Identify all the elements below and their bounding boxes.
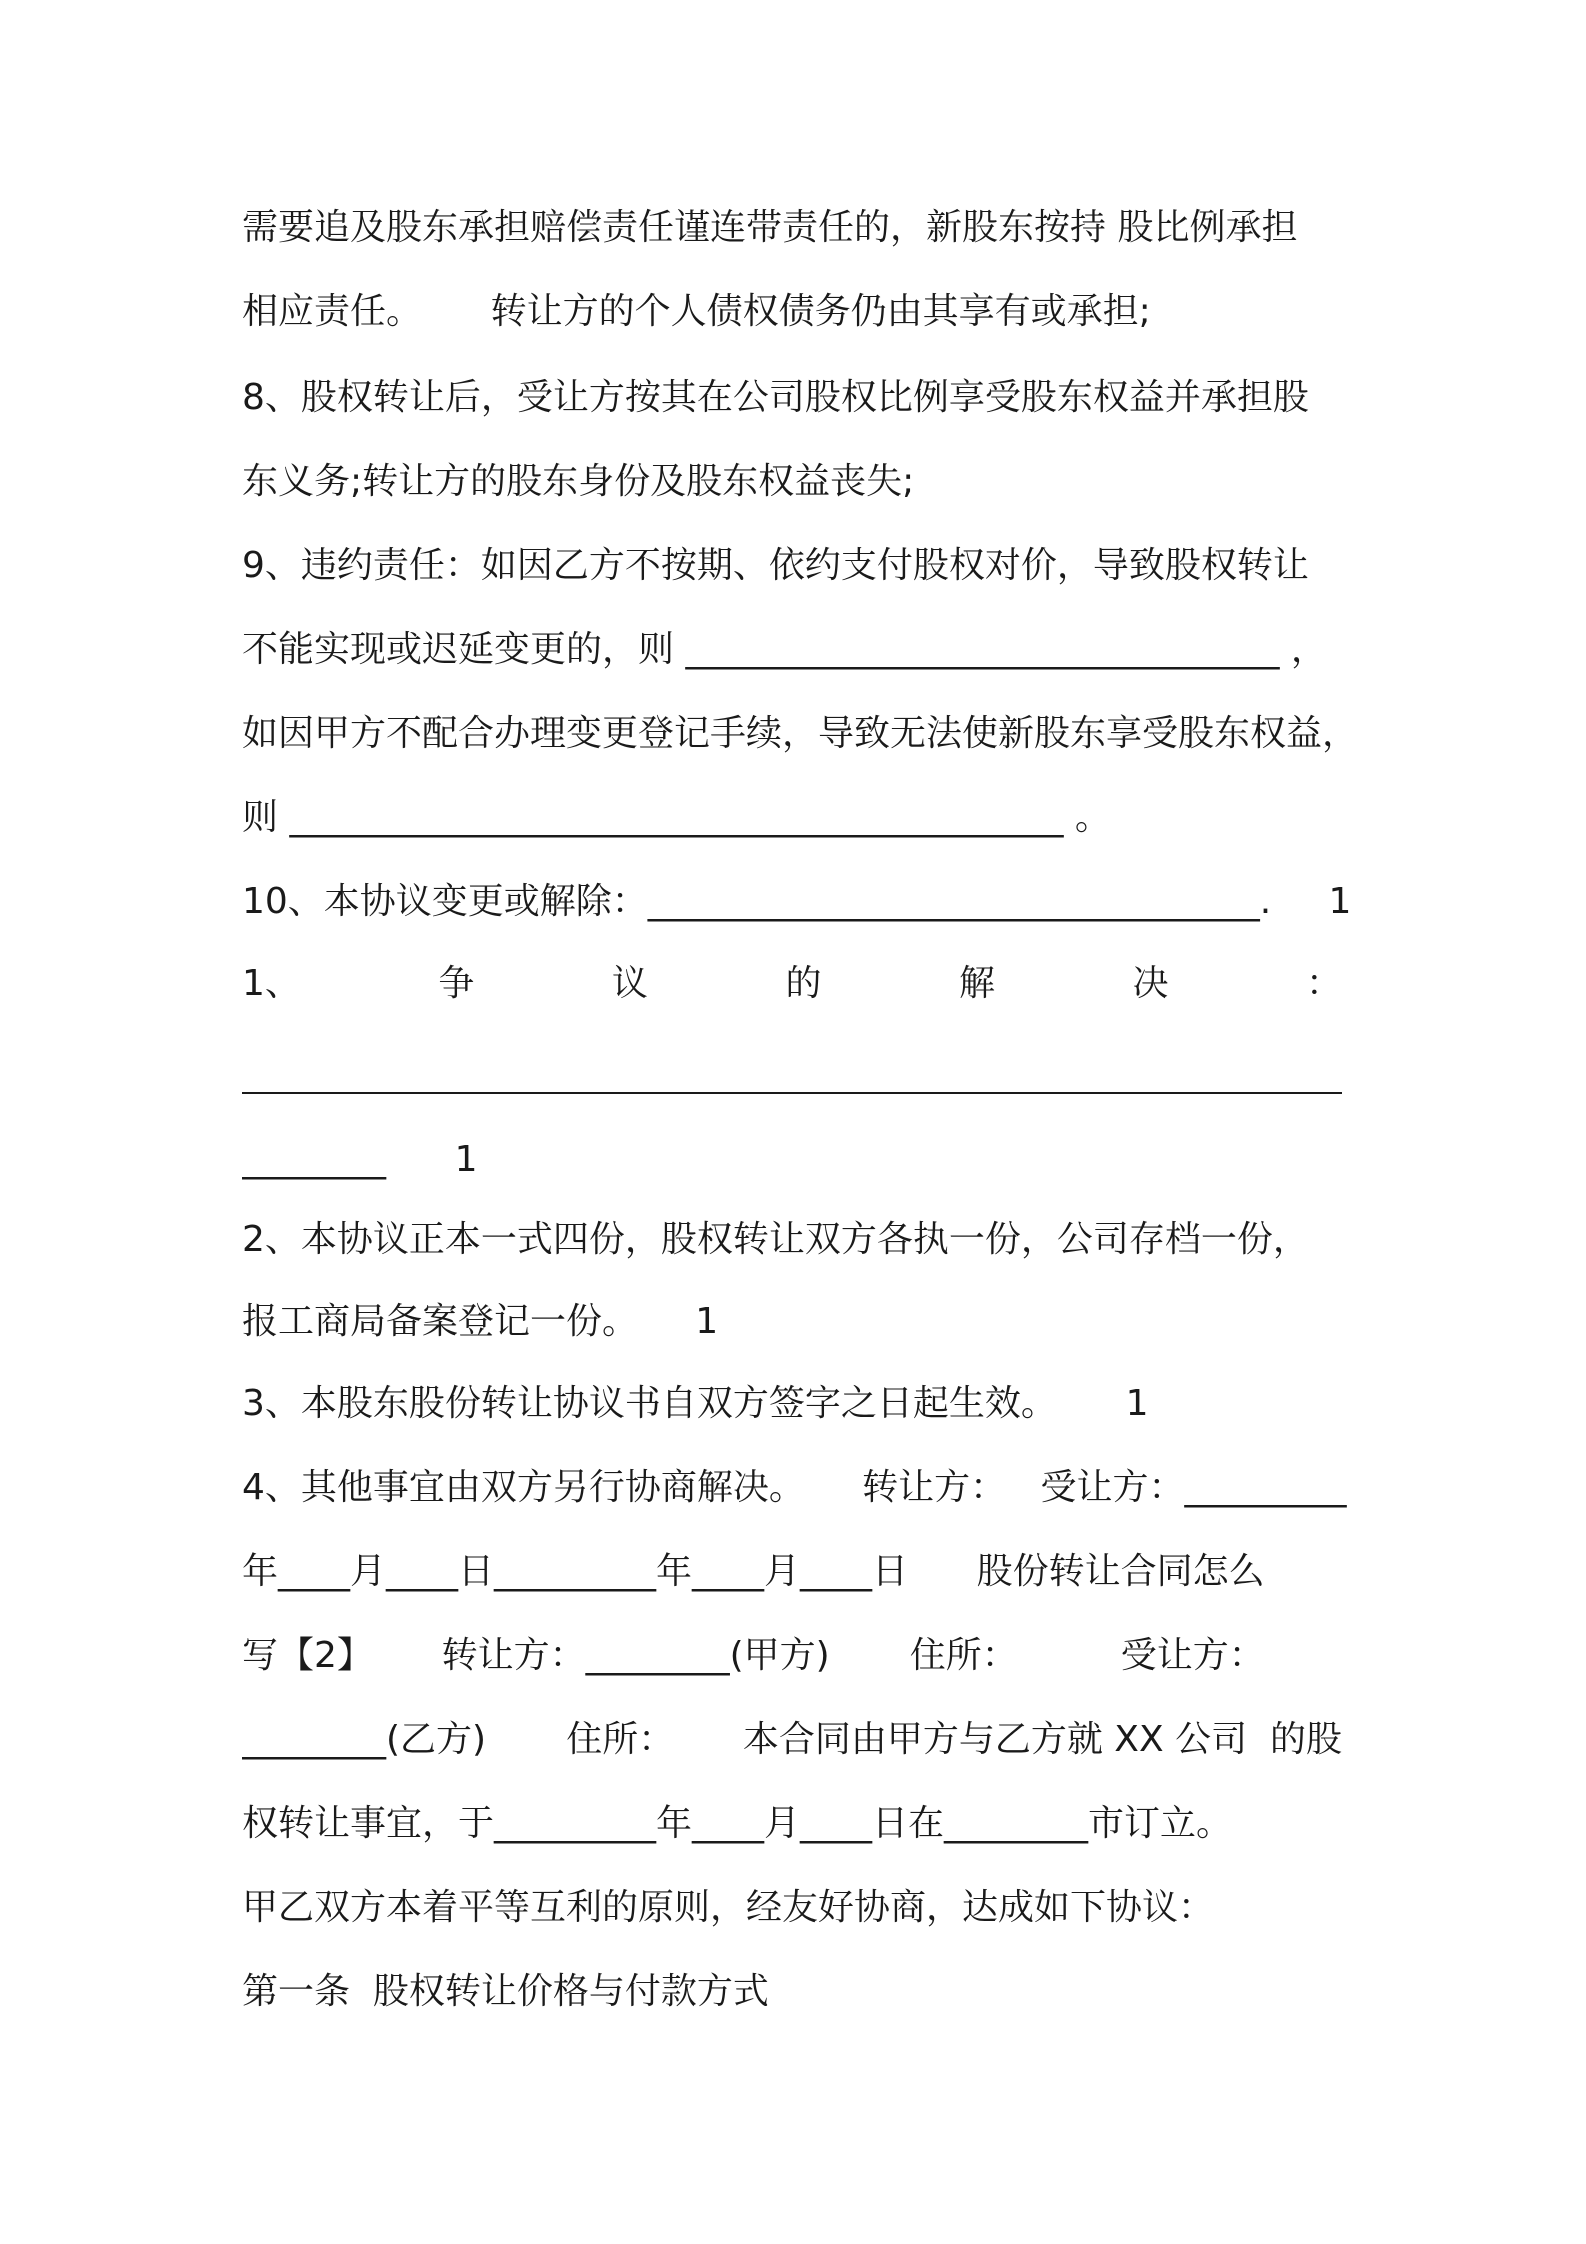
dispute-heading-char: 决 <box>1132 963 1169 1004</box>
text-line-12: 报工商局备案登记一份。 1 <box>242 1301 719 1342</box>
text-line-8: 则 ___________________________________________ 。 <box>242 797 1111 838</box>
dispute-heading-char: 解 <box>958 963 995 1004</box>
text-line-17: ________(乙方) 住所： 本合同由甲方与乙方就 XX 公司 的股 <box>242 1719 1342 1760</box>
blank-underline <box>242 1092 1342 1094</box>
text-line-16: 写【2】 转让方：________(甲方) 住所： 受让方： <box>242 1635 1265 1676</box>
text-line-5: 9、违约责任：如因乙方不按期、依约支付股权对价，导致股权转让 <box>242 545 1309 586</box>
dispute-heading <box>242 954 1342 1014</box>
text-line-7: 如因甲方不配合办理变更登记手续，导致无法使新股东享受股东权益， <box>242 713 1359 754</box>
text-line-18: 权转让事宜，于_________年____月____日在________市订立。 <box>242 1803 1233 1844</box>
section-heading: 第一条 股权转让价格与付款方式 <box>242 1971 769 2012</box>
text-line-13: 3、本股东股份转让协议书自双方签字之日起生效。 1 <box>242 1383 1149 1424</box>
text-line-6: 不能实现或迟延变更的，则 _________________________________ ， <box>242 629 1327 670</box>
dispute-heading-char: 议 <box>611 963 648 1004</box>
text-line-19: 甲乙双方本着平等互利的原则，经友好协商，达成如下协议： <box>242 1887 1215 1928</box>
dispute-heading-char: 争 <box>438 963 475 1004</box>
text-line-3: 8、股权转让后，受让方按其在公司股权比例享受股东权益并承担股 <box>242 377 1309 418</box>
text-line-14: 4、其他事宜由双方另行协商解决。 转让方： 受让方：_________ <box>242 1467 1347 1508</box>
text-line-9: 10、本协议变更或解除：__________________________________. 1 <box>242 881 1352 922</box>
text-line-10: ________ 1 <box>242 1139 478 1180</box>
dispute-heading-colon: ： <box>1305 963 1342 1004</box>
dispute-heading-char: 的 <box>785 963 822 1004</box>
text-line-15: 年____月____日_________年____月____日 股份转让合同怎么 <box>242 1551 1265 1592</box>
text-line-4: 东义务;转让方的股东身份及股东权益丧失; <box>242 461 915 502</box>
dispute-heading-number: 1、 <box>242 963 301 1004</box>
text-line-11: 2、本协议正本一式四份，股权转让双方各执一份，公司存档一份， <box>242 1219 1309 1260</box>
text-line-2: 相应责任。 转让方的个人债权债务仍由其享有或承担; <box>242 291 1151 332</box>
text-line-1: 需要追及股东承担赔偿责任谨连带责任的，新股东按持 股比例承担 <box>242 207 1298 248</box>
